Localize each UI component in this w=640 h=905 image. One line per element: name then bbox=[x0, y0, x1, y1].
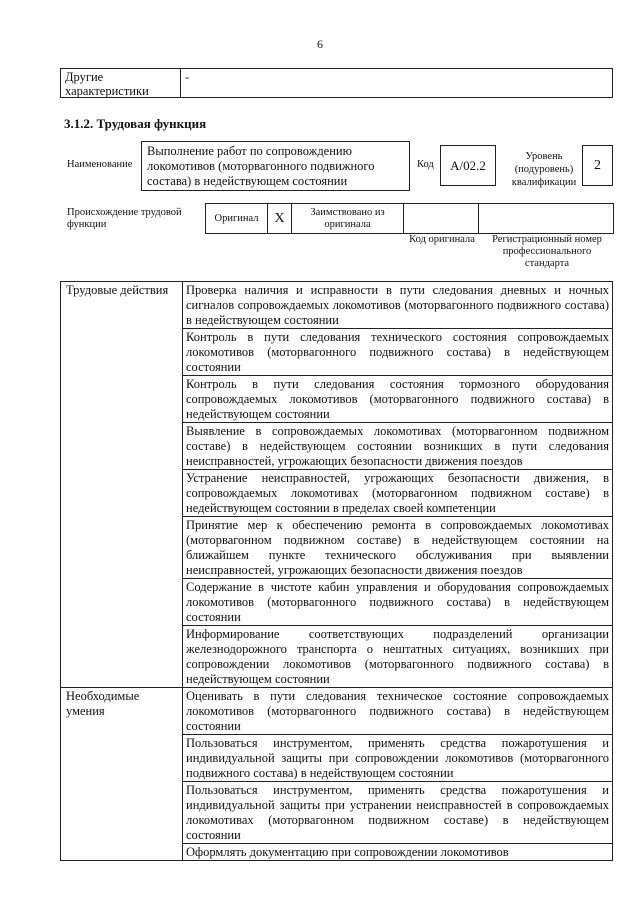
registration-number-caption: Регистрационный номер профессионального стандарта bbox=[492, 234, 602, 269]
function-details-table bbox=[60, 281, 613, 861]
original-code-cell bbox=[404, 204, 479, 233]
origin-label: Происхождение трудовой функции bbox=[67, 207, 182, 230]
other-characteristics-value: - bbox=[185, 70, 190, 84]
borrowed-label: Заимствовано из оригинала bbox=[292, 204, 404, 233]
origin-table bbox=[205, 203, 614, 234]
qualification-level-value: 2 bbox=[582, 145, 613, 186]
function-code: A/02.2 bbox=[440, 145, 496, 186]
table-cell: Пользоваться инструментом, применять средства пожаротушения и индивидуальной защиты при устранении неисправностей в сопровождаемых локомотивах (моторвагонном подвижном составе) в недействующем состоянии bbox=[183, 782, 613, 844]
registration-number-cell bbox=[479, 204, 613, 233]
table-cell: Информирование соответствующих подразделений организации железнодорожного транспорта о нештатных ситуациях, возникших при сопровождении локомотивов (моторвагонного подвижного состава) в недействующем состоянии bbox=[183, 626, 613, 688]
name-label: Наименование bbox=[67, 159, 133, 170]
table-cell: Контроль в пути следования состояния тормозного оборудования сопровождаемых локомотивов (моторвагонного подвижного состава) в недействующем состоянии bbox=[183, 376, 613, 423]
table-cell: Принятие мер к обеспечению ремонта в сопровождаемых локомотивах (моторвагонном подвижном составе) в недействующем состоянии на ближайшем пункте технического обслуживания при выявлении неисправностей, угрожающих безопасности движения поездов bbox=[183, 517, 613, 579]
table-cell: Оформлять документацию при сопровождении локомотивов bbox=[183, 844, 613, 861]
category-labor-actions: Трудовые действия bbox=[61, 282, 183, 688]
other-characteristics-label: Другие характеристики bbox=[61, 69, 181, 97]
table-cell: Проверка наличия и исправности в пути следования дневных и ночных сигналов сопровождаемых локомотивов (моторвагонного подвижного состава) в недействующем состоянии bbox=[183, 282, 613, 329]
table-cell: Контроль в пути следования технического состояния сопровождаемых локомотивов (моторвагонного подвижного состава) в недействующем состоянии bbox=[183, 329, 613, 376]
code-label: Код bbox=[417, 159, 434, 170]
category-required-skills: Необходимые умения bbox=[61, 688, 183, 861]
original-code-caption: Код оригинала bbox=[409, 234, 475, 245]
qualification-level-label: Уровень (подуровень) квалификации bbox=[511, 151, 577, 188]
original-mark: X bbox=[268, 204, 292, 233]
other-characteristics-row bbox=[60, 68, 613, 98]
table-cell: Пользоваться инструментом, применять средства пожаротушения и индивидуальной защиты при сопровождении локомотивов (моторвагонного подвижного состава) в недействующем состоянии bbox=[183, 735, 613, 782]
table-cell: Оценивать в пути следования техническое состояние сопровождаемых локомотивов (моторвагонного подвижного состава) в недействующем состоянии bbox=[183, 688, 613, 735]
section-title: 3.1.2. Трудовая функция bbox=[64, 116, 207, 131]
original-label: Оригинал bbox=[206, 204, 268, 233]
table-cell: Устранение неисправностей, угрожающих безопасности движения, в сопровождаемых локомотивах (моторвагонном подвижном составе) в недействующем состоянии в пределах своей компетенции bbox=[183, 470, 613, 517]
page-number: 6 bbox=[317, 37, 323, 51]
table-cell: Содержание в чистоте кабин управления и оборудования сопровождаемых локомотивов (моторвагонного подвижного состава) в недействующем состоянии bbox=[183, 579, 613, 626]
table-row bbox=[61, 688, 613, 735]
table-cell: Выявление в сопровождаемых локомотивах (моторвагонном подвижном составе) в недействующем состоянии возникших в пути следования неисправностей, угрожающих безопасности движения поездов bbox=[183, 423, 613, 470]
function-name: Выполнение работ по сопровождению локомотивов (моторвагонного подвижного состава) в недействующем состоянии bbox=[141, 141, 410, 191]
table-row bbox=[61, 282, 613, 329]
